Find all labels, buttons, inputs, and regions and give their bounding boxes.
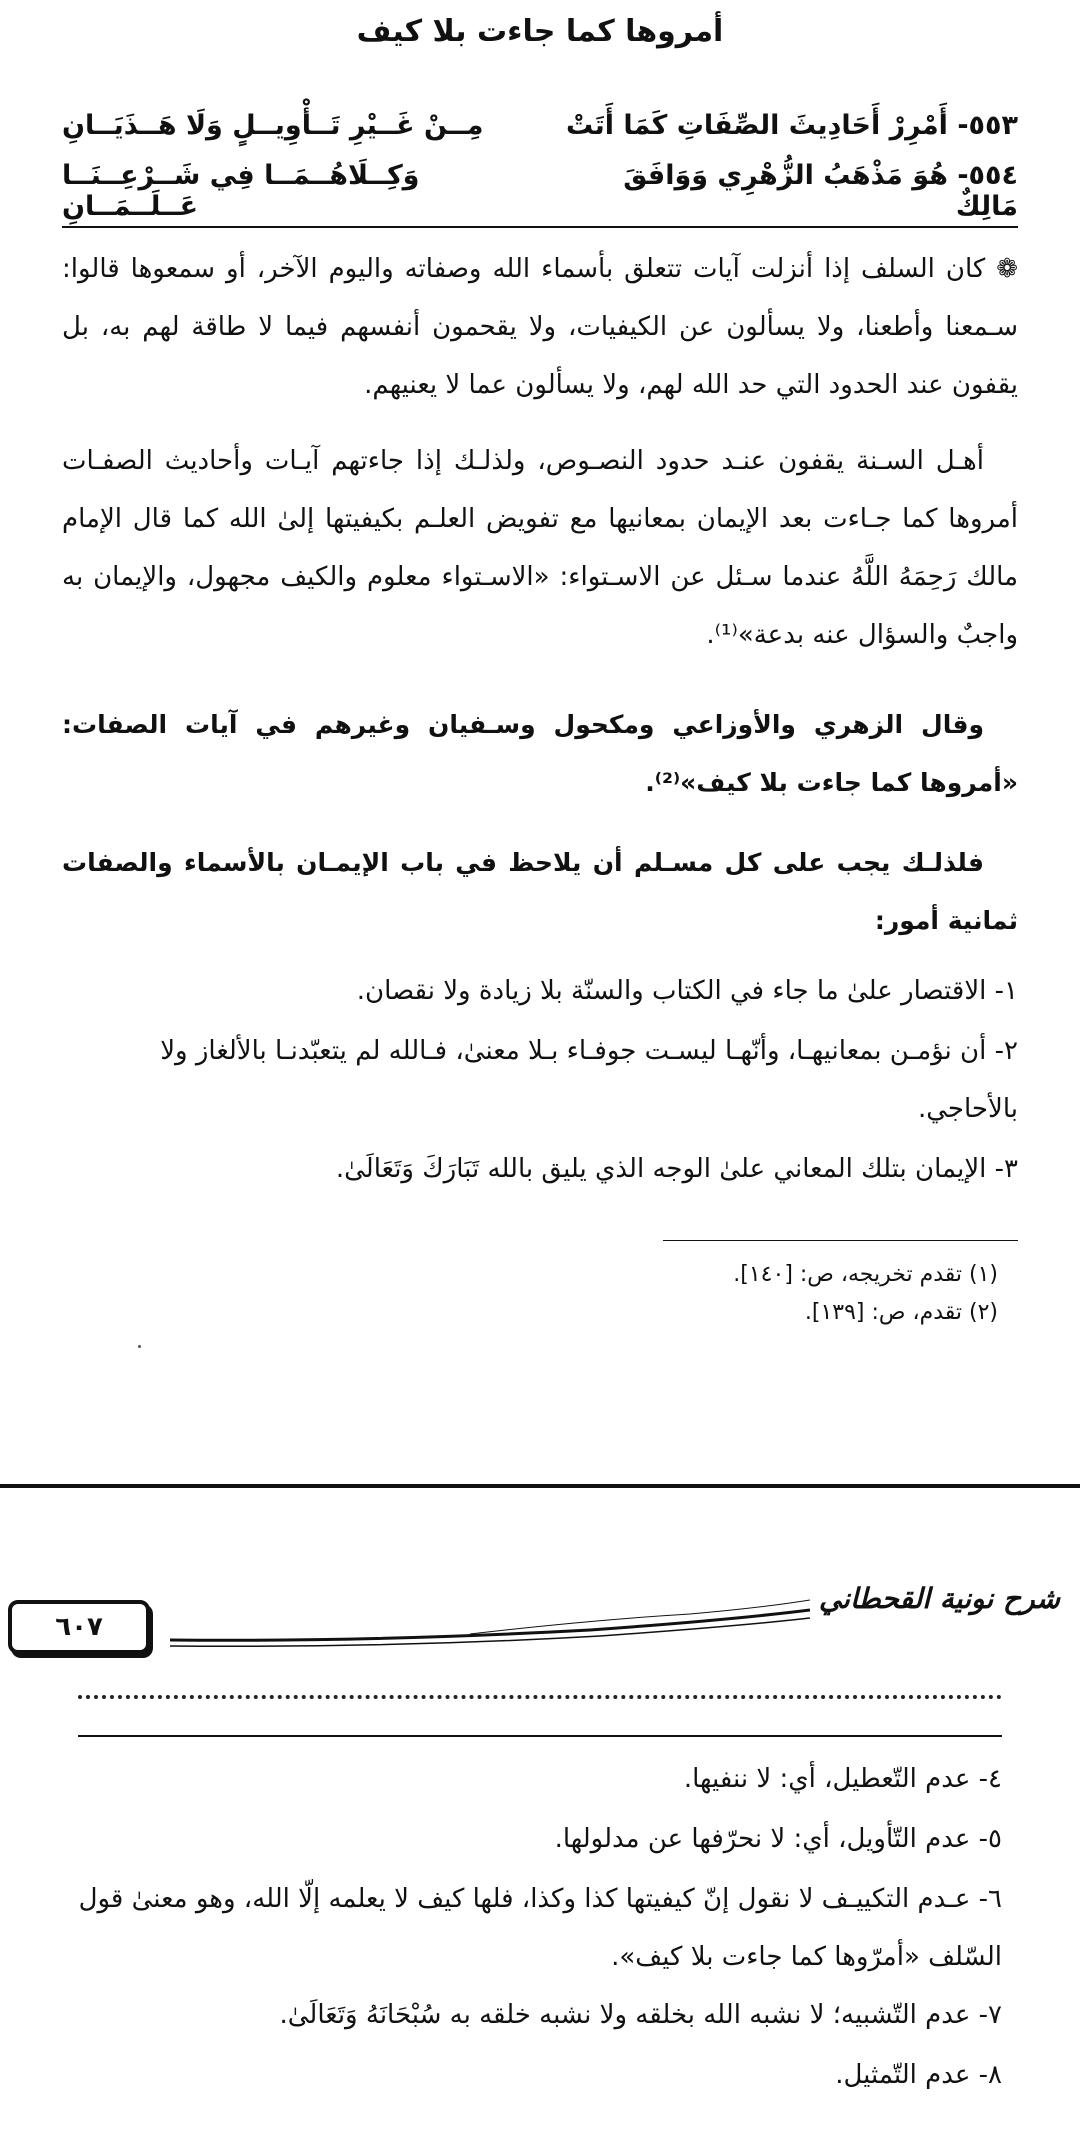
- list-item: ٢- أن نؤمـن بمعانيهـا، وأنّهـا ليسـت جوفـاء بـلا معنىٰ، فـالله لم يتعبّدنـا بالألغاز ولا بالأحاجي.: [160, 1036, 1018, 1124]
- header-rule: [78, 1735, 1002, 1737]
- paragraph-2: أهـل السـنة يقفون عنـد حدود النصـوص، ولذلـك إذا جاءتهم آيـات وأحاديث الصفـات أمروها كما جـاءت بعد الإيمان بمعانيها مع تفويض العلـم بكيفيتها إلىٰ الله كما قال الإمام مالك رَحِمَهُ اللَّهُ عندما سـئل عن الاسـتواء: «الاسـتواء معلوم والكيف مجهول، والإيمان به واجبٌ والسؤال عنه بدعة»⁽¹⁾.: [62, 446, 1018, 650]
- header-ornament-icon: [170, 1590, 810, 1660]
- list-item: ١- الاقتصار علىٰ ما جاء في الكتاب والسنّة بلا زيادة ولا نقصان.: [356, 976, 1018, 1006]
- footnote-divider: [663, 1240, 1018, 1241]
- footnotes: [733, 1256, 998, 1332]
- list-item: ٨- عدم التّمثيل.: [835, 2060, 1002, 2090]
- verses-divider: [62, 226, 1018, 228]
- speck: [138, 1345, 141, 1348]
- verse-second-hemistich: مِــنْ غَــيْرِ تَــأْوِيــلٍ وَلَا هَــذَيَــانِ: [62, 109, 484, 141]
- paragraph-3: وقال الزهري والأوزاعي ومكحول وسـفيان وغيرهم في آيات الصفات: «أمروها كما جاءت بلا كيف»⁽²⁾.: [62, 710, 1018, 797]
- footnote-1: (١) تقدم تخريجه، ص: [١٤٠].: [733, 1262, 998, 1287]
- page-number: ٦٠٧: [8, 1600, 150, 1654]
- verse-second-hemistich: وَكِــلَاهُــمَــا فِي شَــرْعِــنَــا عَــلَــمَــانِ: [62, 160, 420, 222]
- list-item: ٣- الإيمان بتلك المعاني علىٰ الوجه الذي يليق بالله تَبَارَكَ وَتَعَالَىٰ.: [335, 1154, 1018, 1184]
- verse-first-hemistich: ٥٥٤- هُوَ مَذْهَبُ الزُّهْرِي وَوَافَقَ مَالِكٌ: [623, 160, 1018, 222]
- list-item: ٧- عدم التّشبيه؛ لا نشبه الله بخلقه ولا نشبه خلقه به سُبْحَانَهُ وَتَعَالَىٰ.: [279, 2000, 1002, 2030]
- list-item: ٥- عدم التّأويل، أي: لا نحرّفها عن مدلولها.: [554, 1824, 1002, 1854]
- verse-first-hemistich: ٥٥٣- أَمْرِرْ أَحَادِيثَ الصِّفَاتِ كَمَا أَتَتْ: [565, 109, 1018, 141]
- verse-line: [62, 92, 1018, 158]
- paragraph-4: فلذلـك يجب على كل مسـلم أن يلاحظ في باب الإيمـان بالأسماء والصفات ثمانية أمور:: [62, 848, 1018, 935]
- page-bottom: [0, 1490, 1080, 2153]
- verses-block: [62, 92, 1018, 224]
- list-item: ٤- عدم التّعطيل، أي: لا ننفيها.: [683, 1764, 1002, 1794]
- page-title: أمروها كما جاءت بلا كيف: [356, 14, 724, 49]
- header-dotted-line: [78, 1695, 1002, 1699]
- book-logo: شرح نونية القحطاني: [818, 1582, 1060, 1615]
- list-item: ٦- عـدم التكييـف لا نقول إنّ كيفيتها كذا وكذا، فلها كيف لا يعلمه إلّا الله، وهو معنىٰ قول السّلف «أمرّوها كما جاءت بلا كيف».: [78, 1884, 1002, 1972]
- verse-line: [62, 158, 1018, 224]
- footnote-2: (٢) تقدم، ص: [١٣٩].: [804, 1300, 998, 1325]
- page-divider: [0, 1484, 1080, 1488]
- paragraph-1: ❁ كان السلف إذا أنزلت آيات تتعلق بأسماء الله وصفاته واليوم الآخر، أو سمعوها قالوا: سـمعنا وأطعنا، ولا يسألون عن الكيفيات، ولا يقحمون أنفسهم فيما لا طاقة لهم به، بل يقفون عند الحدود التي حد الله لهم، ولا يسألون عما لا يعنيهم.: [62, 254, 1018, 400]
